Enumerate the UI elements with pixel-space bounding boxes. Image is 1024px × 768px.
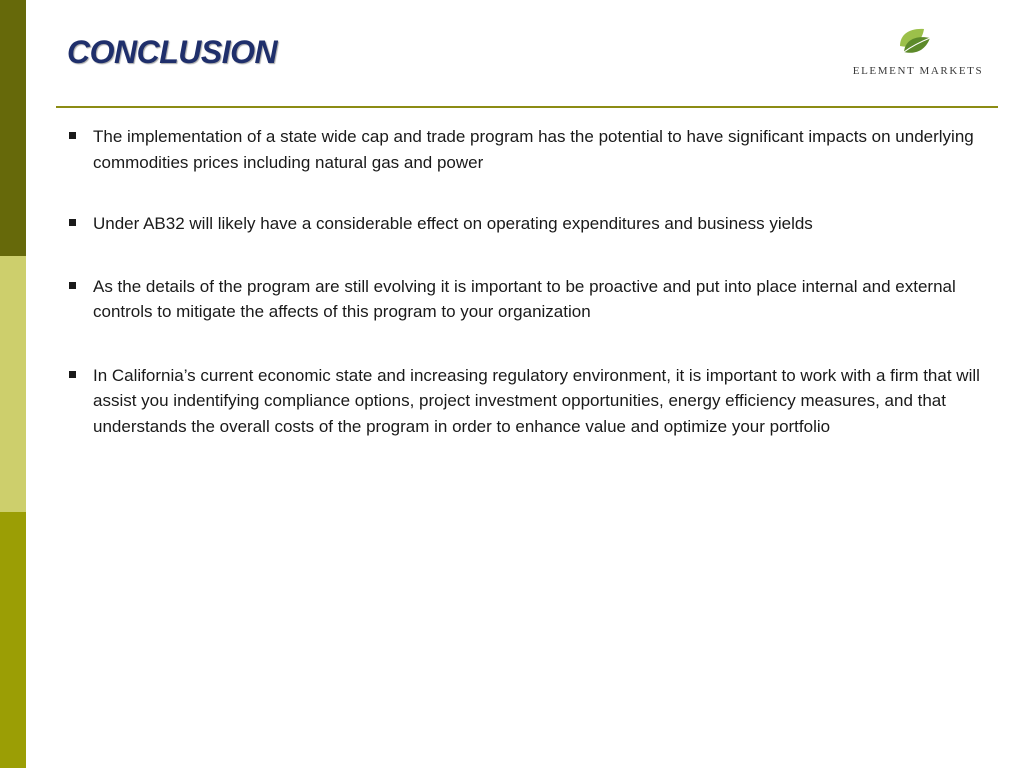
bullet-text: As the details of the program are still evolving it is important to be proactive and put into place internal and external controls to mitigate the affects of this program to your organization <box>93 276 956 321</box>
bullet-text: Under AB32 will likely have a considerable effect on operating expenditures and business yields <box>93 214 813 233</box>
side-bar-bottom-segment <box>0 512 26 768</box>
side-accent-bar <box>0 0 26 768</box>
square-bullet-icon <box>69 371 76 378</box>
bullet-item <box>68 124 988 175</box>
logo-wordmark: ELEMENT MARKETS <box>852 65 984 77</box>
element-markets-logo <box>838 24 998 84</box>
title-divider <box>56 106 998 108</box>
bullet-item <box>68 363 988 440</box>
bullet-item <box>68 211 988 237</box>
slide-title: CONCLUSION <box>67 34 278 70</box>
side-bar-middle-segment <box>0 256 26 512</box>
square-bullet-icon <box>69 282 76 289</box>
square-bullet-icon <box>69 219 76 226</box>
leaf-logo-icon <box>894 24 934 60</box>
bullet-text: In California’s current economic state and increasing regulatory environment, it is important to work with a firm that will assist you indentifying compliance options, project investment opportunities, energy efficiency measures, and that understands the overall costs of the program in order to enhance value and optimize your portfolio <box>93 365 980 436</box>
bullet-text: The implementation of a state wide cap and trade program has the potential to have significant impacts on underlying commodities prices including natural gas and power <box>93 127 974 172</box>
square-bullet-icon <box>69 132 76 139</box>
bullet-item <box>68 274 988 325</box>
side-bar-top-segment <box>0 0 26 256</box>
bullet-list <box>68 124 988 439</box>
